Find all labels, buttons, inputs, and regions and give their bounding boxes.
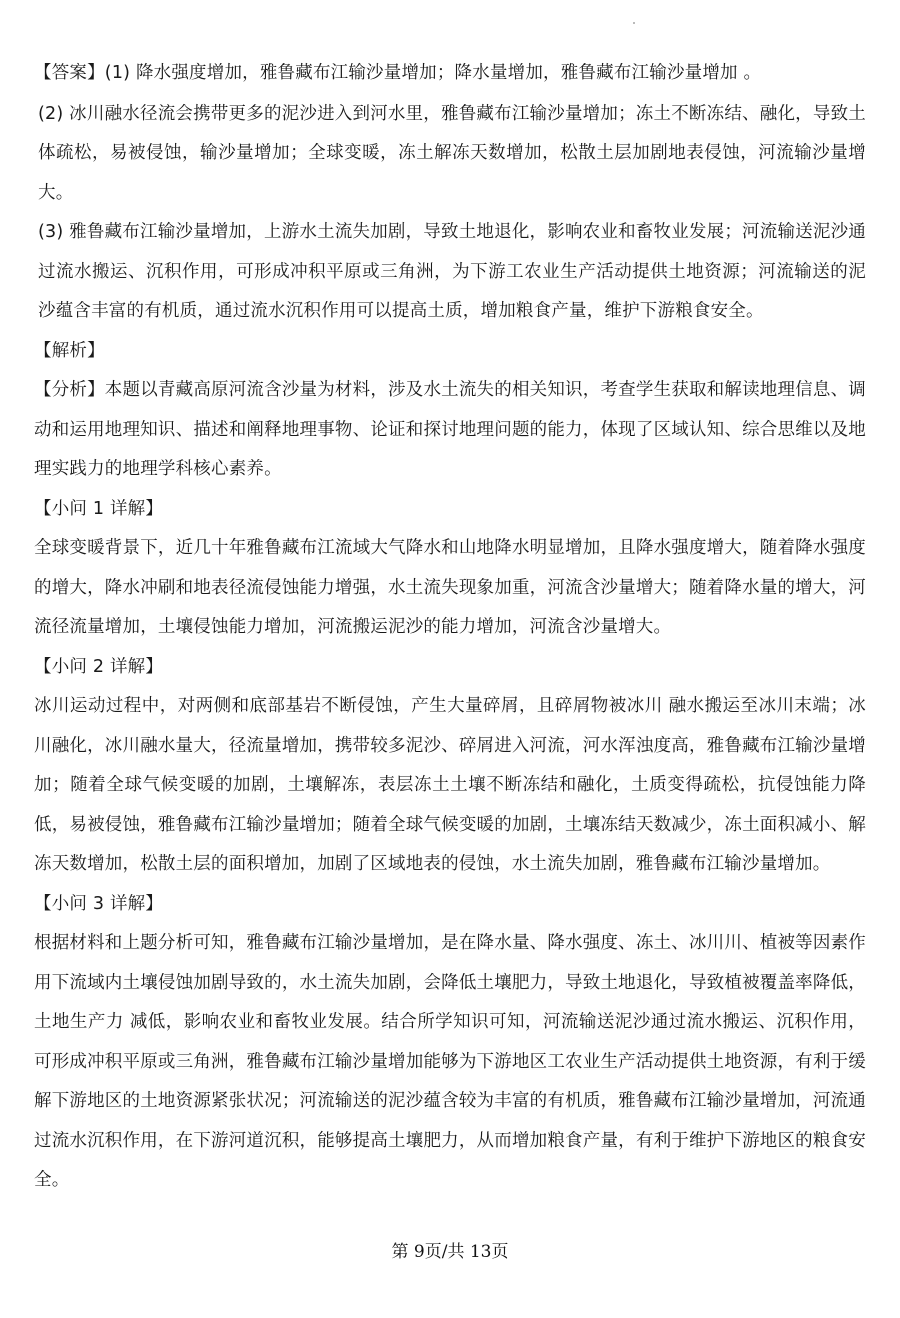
- answer-part-1: 【答案】(1) 降水强度增加，雅鲁藏布江输沙量增加；降水量增加，雅鲁藏布江输沙量增加 。: [34, 63, 762, 83]
- q3-heading: 【小问 3 详解】: [34, 893, 164, 914]
- page-number: 第 9页/共 13页: [391, 1242, 509, 1262]
- q2-heading: 【小问 2 详解】: [34, 656, 164, 677]
- q2-body: 冰川运动过程中，对两侧和底部基岩不断侵蚀，产生大量碎屑，且碎屑物被冰川 融水搬运至冰川末端；冰川融化，冰川融水量大，径流量增加，携带较多泥沙、碎屑进入河流，河水浑浊度高，雅鲁藏布江输沙量增加；随着全球气候变暖的加剧，土壤解冻，表层冻土土壤不断冻结和融化，土质变得疏松，抗侵蚀能力降低，易被侵蚀，雅鲁藏布江输沙量增加；随着全球气候变暖的加剧，土壤冻结天数减少，冻土面积减小、解冻天数增加，松散土层的面积增加，加剧了区域地表的侵蚀，水土流失加剧，雅鲁藏布江输沙量增加。: [34, 696, 866, 874]
- analysis-summary: 【分析】本题以青藏高原河流含沙量为材料，涉及水土流失的相关知识，考查学生获取和解读地理信息、调动和运用地理知识、描述和阐释地理事物、论证和探讨地理问题的能力，体现了区域认知、综合思维以及地理实践力的地理学科核心素养。: [34, 380, 866, 479]
- document-body: [34, 54, 866, 1201]
- q1-body: 全球变暖背景下，近几十年雅鲁藏布江流域大气降水和山地降水明显增加，且降水强度增大，随着降水强度的增大，降水冲刷和地表径流侵蚀能力增强，水土流失现象加重，河流含沙量增大；随着降水量的增大，河流径流量增加，土壤侵蚀能力增加，河流搬运泥沙的能力增加，河流含沙量增大。: [34, 538, 866, 637]
- q1-heading: 【小问 1 详解】: [34, 498, 164, 519]
- q3-body: 根据材料和上题分析可知，雅鲁藏布江输沙量增加，是在降水量、降水强度、冻土、冰川川、植被等因素作用下流域内土壤侵蚀加剧导致的，水土流失加剧，会降低土壤肥力，导致土地退化，导致植被覆盖率降低，土地生产力 减低，影响农业和畜牧业发展。结合所学知识可知，河流输送泥沙通过流水搬运、沉积作用，可形成冲积平原或三角洲，雅鲁藏布江输沙量增加能够为下游地区工农业生产活动提供土地资源，有利于缓解下游地区的土地资源紧张状况；河流输送的泥沙蕴含较为丰富的有机质，雅鲁藏布江输沙量增加，河流通过流水沉积作用，在下游河道沉积，能够提高土壤肥力，从而增加粮食产量，有利于维护下游地区的粮食安全。: [34, 933, 866, 1190]
- analysis-heading: 【解析】: [34, 340, 105, 361]
- answer-part-3: (3) 雅鲁藏布江输沙量增加，上游水土流失加剧，导致土地退化，影响农业和畜牧业发展；河流输送泥沙通过流水搬运、沉积作用，可形成冲积平原或三角洲，为下游工农业生产活动提供土地资源；河流输送的泥沙蕴含丰富的有机质，通过流水沉积作用可以提高土质，增加粮食产量，维护下游粮食安全。: [38, 222, 866, 321]
- scan-mark: [633, 22, 635, 24]
- answer-part-2: (2) 冰川融水径流会携带更多的泥沙进入到河水里，雅鲁藏布江输沙量增加；冻土不断冻结、融化，导致土体疏松，易被侵蚀，输沙量增加；全球变暖，冻土解冻天数增加，松散土层加剧地表侵蚀，河流输沙量增大。: [38, 103, 866, 203]
